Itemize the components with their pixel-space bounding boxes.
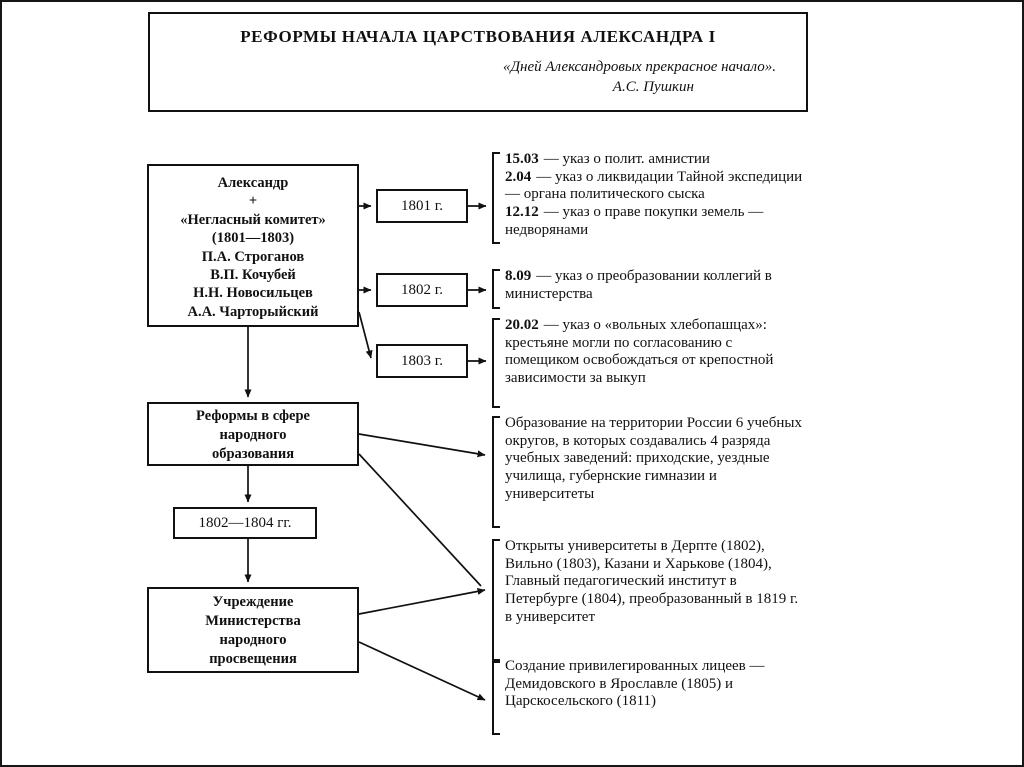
decree-text: — указ о преобразовании коллегий в министерства [505, 268, 772, 302]
lyceums-text: Создание привилегированных лицеев — Демидовского в Ярославле (1805) и Царскосельского (1811) [505, 658, 765, 710]
decree-date: 2.04 [505, 168, 532, 185]
alexander-line: (1801—1803) [211, 230, 295, 247]
title-box [148, 12, 808, 112]
education-reforms-box [147, 402, 359, 466]
page-title: РЕФОРМЫ НАЧАЛА ЦАРСТВОВАНИЯ АЛЕКСАНДРА I [240, 27, 716, 46]
education-districts-block [505, 415, 807, 503]
period-box-1802-1804: 1802—1804 гг. [173, 507, 317, 539]
decree-item [505, 317, 807, 388]
ministry-line: Учреждение [212, 594, 294, 610]
education-reforms-line: Реформы в сфере [196, 408, 310, 424]
alexander-line: + [248, 193, 258, 210]
decree-date: 12.12 [505, 204, 539, 221]
decree-item [505, 204, 807, 239]
lyceums-block [505, 658, 807, 711]
decree-text: — указ о праве покупки земель — недворянами [505, 204, 764, 238]
alexander-line: П.А. Строганов [201, 248, 305, 265]
decree-text: — указ о полит. амнистии [543, 151, 710, 167]
ministry-line: народного [219, 631, 287, 648]
decree-item [505, 169, 807, 204]
education-reforms-line: народного [219, 426, 287, 443]
year-box-1802: 1802 г. [376, 273, 468, 307]
decrees-1803-block [505, 317, 807, 388]
alexander-committee-box [147, 164, 359, 327]
alexander-line: Н.Н. Новосильцев [193, 285, 313, 302]
ministry-box [147, 587, 359, 673]
bracket [492, 318, 500, 408]
decrees-1801-block [505, 151, 807, 239]
bracket [492, 152, 500, 244]
education-districts-text: Образование на территории России 6 учебных округов, в которых создавались 4 разряда учебных заведений: приходские, уездные училища, губернские гимназии и университеты [505, 415, 802, 502]
alexander-line: «Негласный комитет» [180, 211, 326, 228]
universities-block [505, 538, 807, 626]
alexander-line: Александр [217, 175, 289, 191]
alexander-line: А.А. Чарторыйский [187, 303, 319, 320]
year-box-1803: 1803 г. [376, 344, 468, 378]
decrees-1802-block [505, 268, 807, 303]
epigraph-author: А.С. Пушкин [612, 79, 694, 95]
year-box-1801: 1801 г. [376, 189, 468, 223]
ministry-line: Министерства [205, 612, 301, 629]
alexander-line: В.П. Кочубей [210, 267, 296, 284]
bracket [492, 659, 500, 735]
bracket [492, 416, 500, 528]
universities-text: Открыты университеты в Дерпте (1802), Вильно (1803), Казани и Харькове (1804), Главный педагогический институт в Петербурге (1804), преобразованный в 1819 г. в университет [505, 538, 799, 625]
education-reforms-line: образования [211, 445, 295, 462]
decree-item [505, 268, 807, 303]
decree-text: — указ о «вольных хлебопашцах»: крестьяне могли по согласованию с помещиком освобождаться от крепостной зависимости за выкуп [505, 317, 774, 387]
decree-item [505, 151, 807, 169]
epigraph-quote: «Дней Александровых прекрасное начало». [502, 59, 776, 75]
decree-date: 8.09 [505, 268, 532, 284]
bracket [492, 539, 500, 663]
decree-date: 15.03 [505, 151, 539, 167]
bracket [492, 269, 500, 309]
ministry-line: просвещения [209, 650, 297, 667]
decree-date: 20.02 [505, 317, 539, 333]
decree-text: — указ о ликвидации Тайной экспедиции — органа политического сыска [505, 168, 803, 203]
